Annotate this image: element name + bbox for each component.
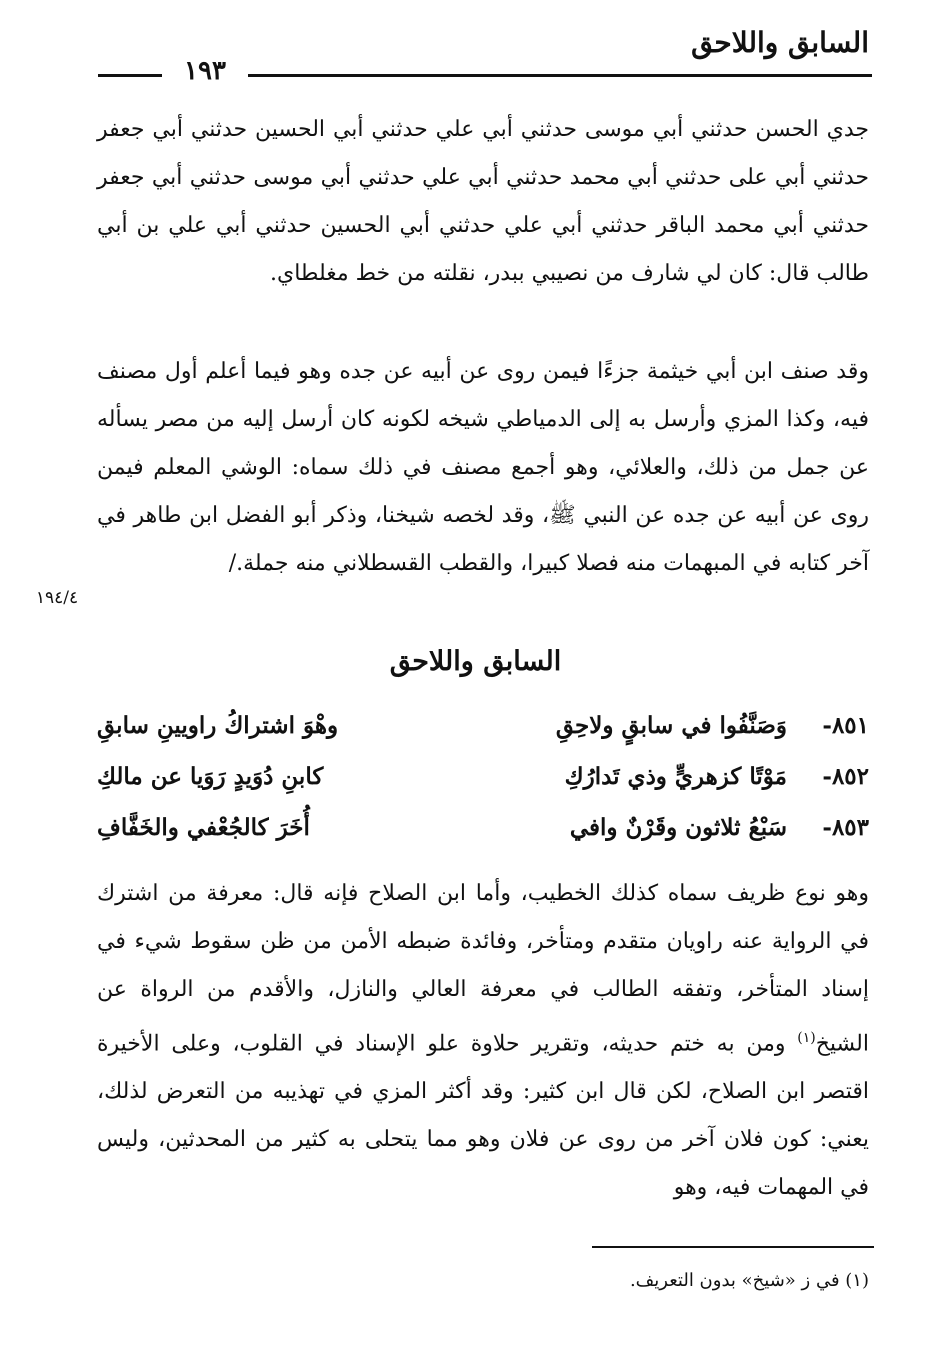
body-paragraph-1: جدي الحسن حدثني أبي موسى حدثني أبي علي حدثني أبي الحسين حدثني أبي جعفر حدثني أبي على حدثني أبي محمد حدثني أبي علي حدثني أبي موسى حدثني أبي جعفر حدثني أبي محمد الباقر حدثني أبي علي حدثني أبي الحسين حدثني أبي علي بن أبي طالب قال: كان لي شارف من نصيبي ببدر، نقلته من خط مغلطاي.	[97, 117, 869, 286]
verse-first-hemistich: سَبْعُ ثلاثون وقَرْنٌ وافي	[569, 814, 787, 841]
footnote: (١) في ز «شيخ» بدون التعريف.	[629, 1270, 869, 1291]
section-heading: السابق واللاحق	[389, 646, 562, 677]
body-paragraph-3	[97, 870, 869, 1212]
body-paragraph-2: وقد صنف ابن أبي خيثمة جزءًا فيمن روى عن أبيه عن جده وهو فيما أعلم أول مصنف فيه، وكذا المزي وأرسل به إلى الدمياطي شيخه لكونه كان أرسل إليه من مصر يسأله عن جمل من ذلك، والعلائي، وهو أجمع مصنف في ذلك سماه: الوشي المعلم فيمن روى عن أبيه عن جده عن النبي ﷺ، وقد لخصه شيخنا، وذكر أبو الفضل ابن طاهر في آخر كتابه في المبهمات منه فصلا كبيرا، والقطب القسطلاني منه جملة./	[97, 359, 870, 576]
page-number: ١٩٣	[184, 56, 226, 86]
verse-line	[97, 763, 869, 814]
verse-first-hemistich: وَصَنَّفُوا في سابقٍ ولاحِقِ	[555, 712, 787, 739]
verse-second-hemistich: وهْوَ اشتراكُ راويينِ سابقِ	[97, 712, 339, 739]
verse-line	[97, 712, 869, 763]
verse-number: ٨٥٢-	[822, 763, 869, 790]
verse-number: ٨٥٣-	[822, 814, 869, 841]
header-rule-short	[98, 74, 162, 77]
verse-block	[97, 712, 869, 865]
running-header-title: السابق واللاحق	[691, 26, 869, 59]
margin-volume-page-reference: ١٩٤/٤	[35, 588, 79, 608]
verse-number: ٨٥١-	[822, 712, 869, 739]
verse-line	[97, 814, 869, 865]
paragraph-3-part-1: وهو نوع ظريف سماه كذلك الخطيب، وأما ابن الصلاح فإنه قال: معرفة من اشترك في الرواية عنه راويان متقدم ومتأخر، وفائدة ضبطه الأمن من ظن سقوط شيء في إسناد المتأخر، وتفقه الطالب في معرفة العالي والنازل، والأقدم من الرواة عن الشيخ	[97, 881, 869, 1057]
header-rule	[248, 74, 872, 77]
footnote-separator	[592, 1246, 874, 1248]
paragraph-3-part-2: ومن به ختم حديثه، وتقرير حلاوة علو الإسناد في القلوب، وعلى الأخيرة اقتصر ابن الصلاح، لكن قال ابن كثير: وقد أكثر المزي في تهذيبه من التعرض لذلك، يعني: كون فلان آخر من روى عن فلان وهو مما يتحلى به كثير من المحدثين، وليس في المهمات فيه، وهو	[97, 1031, 869, 1201]
verse-first-hemistich: مَوْتًا كزهريٍّ وذي تَدارُكِ	[564, 763, 787, 790]
verse-second-hemistich: أُخَرَ كالجُعْفي والخَفَّافِ	[97, 814, 310, 841]
footnote-marker: (١)	[797, 1030, 816, 1046]
verse-second-hemistich: كابنِ دُوَيدٍ رَوَيا عن مالكِ	[97, 763, 324, 790]
